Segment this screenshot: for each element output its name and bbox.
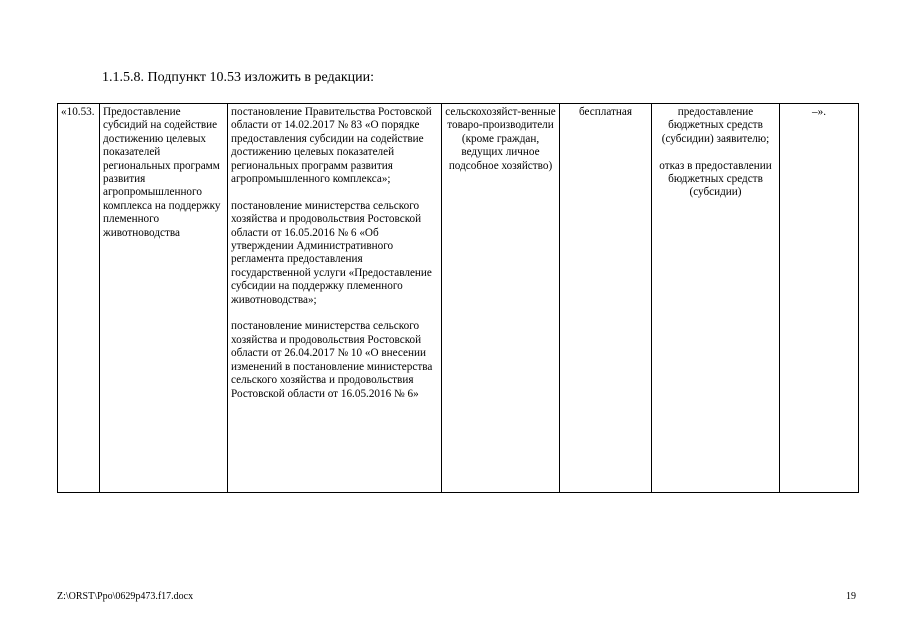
fee-cell bbox=[560, 104, 652, 493]
legal-act-1: постановление Правительства Ростовской области от 14.02.2017 № 83 «О порядке предоставления субсидии на содействие достижению целевых показателей региональных программ развития агропромышленного комплекса»; bbox=[231, 106, 432, 186]
table-row bbox=[58, 104, 859, 493]
row-number-cell bbox=[58, 104, 100, 493]
services-table bbox=[57, 103, 859, 493]
service-name: Предоставление субсидий на содействие достижению целевых показателей региональных программ развития агропромышленного комплекса на поддержку племенного животноводства bbox=[103, 106, 221, 239]
result-1: предоставление бюджетных средств (субсидии) заявителю; bbox=[661, 106, 770, 145]
fee-text: бесплатная bbox=[579, 106, 632, 118]
closing-mark: –». bbox=[812, 106, 826, 118]
legal-acts-cell bbox=[228, 104, 442, 493]
section-heading: 1.1.5.8. Подпункт 10.53 изложить в редакции: bbox=[102, 70, 375, 85]
page-number: 19 bbox=[846, 591, 856, 602]
service-name-cell bbox=[100, 104, 228, 493]
row-number: «10.53. bbox=[61, 106, 95, 118]
closing-cell bbox=[780, 104, 859, 493]
result-2: отказ в предоставлении бюджетных средств (субсидии) bbox=[659, 159, 772, 199]
applicants-text: сельскохозяйст-венные товаро-производители (кроме граждан, ведущих личное подсобное хозяйство) bbox=[445, 106, 556, 172]
applicants-cell bbox=[442, 104, 560, 493]
footer-file-path: Z:\ORST\Ppo\0629p473.f17.docx bbox=[57, 591, 194, 602]
legal-act-3: постановление министерства сельского хозяйства и продовольствия Ростовской области от 26.04.2017 № 10 «О внесении изменений в постановление министерства сельского хозяйства и продовольствия Ростовской области от 16.05.2016 № 6» bbox=[231, 320, 433, 400]
legal-act-2: постановление министерства сельского хозяйства и продовольствия Ростовской области от 16.05.2016 № 6 «Об утверждении Административного регламента предоставления государственной услуги «Предоставление субсидии на поддержку племенного животноводства»; bbox=[231, 199, 432, 306]
results-cell bbox=[652, 104, 780, 493]
